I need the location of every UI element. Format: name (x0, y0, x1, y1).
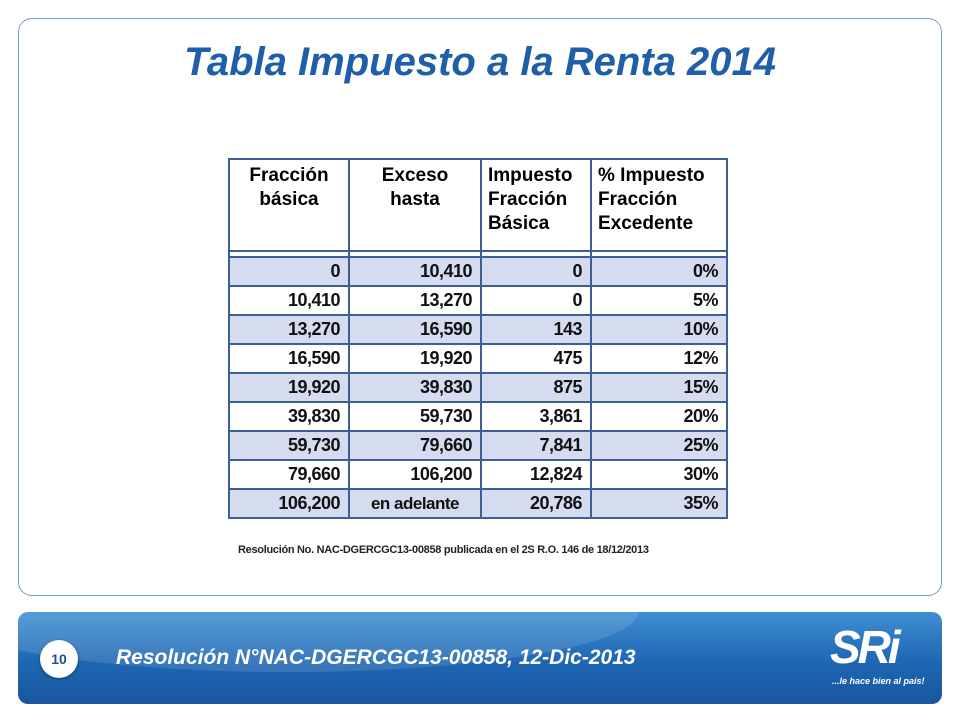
table-cell: 12,824 (481, 460, 591, 489)
table-cell: 10% (591, 315, 727, 344)
table-cell: 30% (591, 460, 727, 489)
table-cell: 0 (481, 286, 591, 315)
table-cell: 59,730 (229, 431, 349, 460)
table-row (229, 344, 727, 373)
table-row (229, 460, 727, 489)
table-cell: 39,830 (229, 402, 349, 431)
table-cell: 106,200 (349, 460, 481, 489)
table-cell: 143 (481, 315, 591, 344)
table-cell: 19,920 (349, 344, 481, 373)
page-number-badge: 10 (40, 640, 78, 678)
table-row (229, 402, 727, 431)
header-fraccion-basica: Fracción básica (229, 159, 349, 251)
table-cell: 10,410 (229, 286, 349, 315)
table-cell: 475 (481, 344, 591, 373)
table-cell: 59,730 (349, 402, 481, 431)
table-cell: 39,830 (349, 373, 481, 402)
table-body (229, 251, 727, 518)
table-cell: 15% (591, 373, 727, 402)
footer-resolution-text: Resolución N°NAC-DGERCGC13-00858, 12-Dic-2013 (116, 646, 636, 669)
source-note: Resolución No. NAC-DGERCGC13-00858 publicada en el 2S R.O. 146 de 18/12/2013 (238, 544, 649, 556)
header-exceso-hasta: Exceso hasta (349, 159, 481, 251)
table-row (229, 489, 727, 518)
table-cell: 7,841 (481, 431, 591, 460)
table-cell: 19,920 (229, 373, 349, 402)
slide-title: Tabla Impuesto a la Renta 2014 (183, 40, 777, 84)
tax-table-container (228, 158, 726, 519)
table-cell: 106,200 (229, 489, 349, 518)
table-cell: 79,660 (349, 431, 481, 460)
table-cell: 20,786 (481, 489, 591, 518)
table-cell: 16,590 (349, 315, 481, 344)
table-row (229, 373, 727, 402)
table-cell: 0% (591, 257, 727, 286)
table-cell: 10,410 (349, 257, 481, 286)
sri-logo-mark: SRi (830, 621, 898, 673)
sri-logo (826, 622, 936, 692)
table-row (229, 431, 727, 460)
table-row (229, 315, 727, 344)
table-cell: 13,270 (349, 286, 481, 315)
table-header-row (229, 159, 727, 251)
table-cell: 5% (591, 286, 727, 315)
table-row (229, 257, 727, 286)
table-cell: 25% (591, 431, 727, 460)
table-cell: 20% (591, 402, 727, 431)
table-cell: 3,861 (481, 402, 591, 431)
table-cell: 13,270 (229, 315, 349, 344)
header-porcentaje-impuesto: % Impuesto Fracción Excedente (591, 159, 727, 251)
table-cell: 875 (481, 373, 591, 402)
table-cell: 16,590 (229, 344, 349, 373)
table-cell: en adelante (349, 489, 481, 518)
table-cell: 12% (591, 344, 727, 373)
table-cell: 79,660 (229, 460, 349, 489)
header-impuesto-fraccion-basica: Impuesto Fracción Básica (481, 159, 591, 251)
table-cell: 0 (481, 257, 591, 286)
table-row (229, 286, 727, 315)
table-cell: 35% (591, 489, 727, 518)
table-cell: 0 (229, 257, 349, 286)
sri-logo-tagline: ...le hace bien al país! (832, 676, 925, 686)
income-tax-table (228, 158, 728, 519)
